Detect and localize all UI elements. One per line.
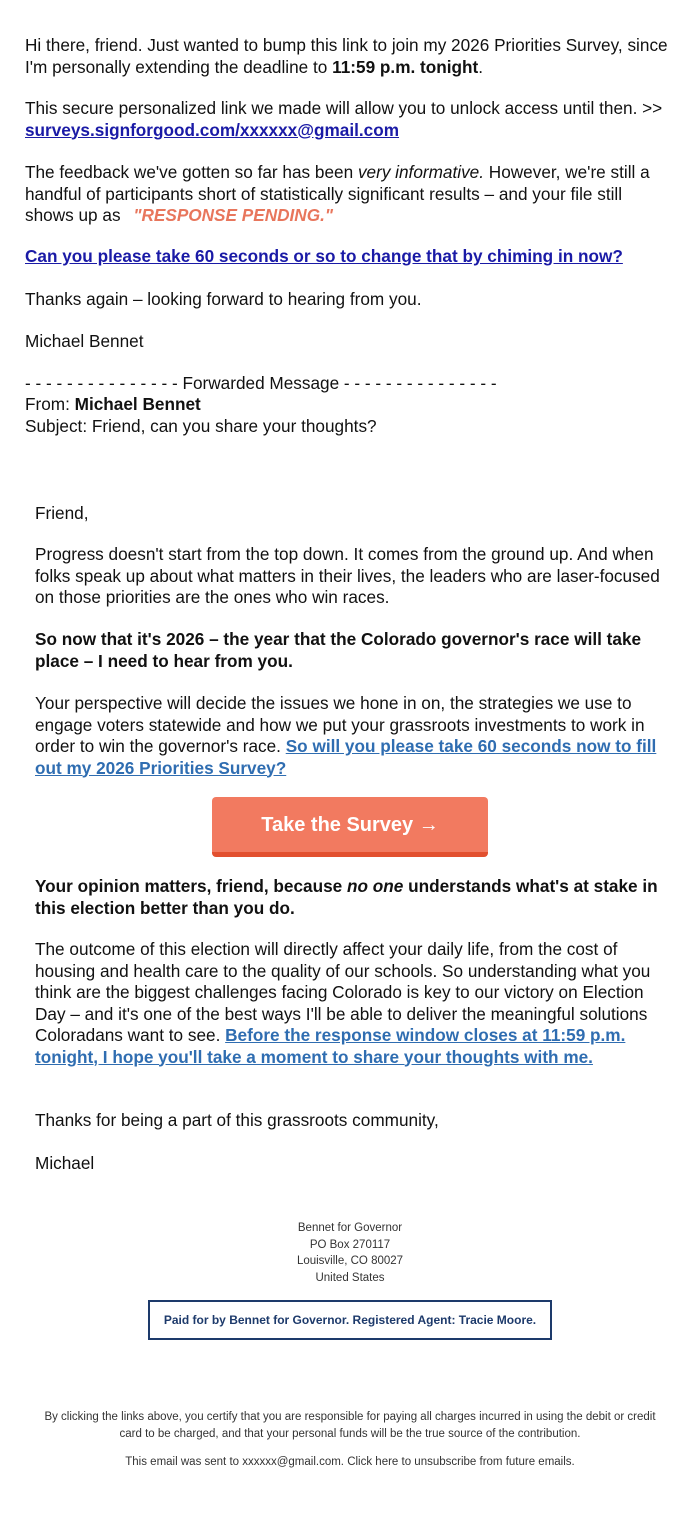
response-pending-label: "RESPONSE PENDING.": [133, 205, 333, 225]
forwarded-divider: - - - - - - - - - - - - - - - Forwarded Message - - - - - - - - - - - - - - -: [25, 373, 497, 393]
from-name: Michael Bennet: [74, 394, 201, 414]
body-paragraph-2: So now that it's 2026 – the year that the Colorado governor's race will take place – I need to hear from you.: [35, 629, 642, 671]
intro-paragraph-3: [25, 162, 675, 227]
footer-address: [0, 1220, 700, 1286]
footer-po-box: PO Box 270117: [309, 1238, 391, 1251]
intro-paragraph-4: [25, 246, 675, 268]
body-paragraph-3: [35, 693, 665, 779]
footer-country: United States: [315, 1271, 385, 1284]
feedback-emphasis: very informative.: [357, 162, 485, 182]
feedback-text: The feedback we've gotten so far has been: [25, 162, 358, 182]
footer-city: Louisville, CO 80027: [296, 1255, 404, 1267]
response-window-link[interactable]: Before the response window closes at 11:59 p.m. tonight, I hope you'll take a moment to share your thoughts with me.: [35, 1025, 626, 1067]
intro-paragraph-2: [25, 98, 675, 141]
intro-signature: Michael Bennet: [25, 331, 144, 351]
body-paragraph-5: [35, 939, 665, 1068]
forwarded-subject: Subject: Friend, can you share your thoughts?: [25, 416, 377, 436]
intro-link-lead: This secure personalized link we made will allow you to unlock access until then. >>: [25, 98, 663, 118]
survey-personal-link[interactable]: surveys.signforgood.com/xxxxxx@gmail.com: [25, 119, 400, 140]
opinion-text: Your opinion matters, friend, because: [35, 876, 347, 896]
body-greeting: Friend,: [35, 503, 89, 523]
body-paragraph-1: Progress doesn't start from the top down. It comes from the ground up. And when folks speak up about what matters in their lives, the leaders who are laser-focused on those priorities are the ones who win races.: [35, 544, 660, 607]
intro-text: Hi there, friend. Just wanted to bump this link to join my 2026 Priorities Survey, since I'm personally extending the deadline to: [25, 35, 668, 77]
forwarded-from: [25, 394, 675, 416]
body-paragraph-4: [35, 876, 665, 919]
feedback-text-2: However, we're still a handful of participants short of statistically significant results – and your file still shows up as: [25, 162, 650, 225]
paid-for-box: Paid for by Bennet for Governor. Registered Agent: Tracie Moore.: [148, 1300, 552, 1340]
priorities-survey-link[interactable]: So will you please take 60 seconds now to fill out my 2026 Priorities Survey?: [35, 736, 657, 778]
legal-disclaimer: By clicking the links above, you certify that you are responsible for paying all charges incurred in using the debit or credit card to be charged, and that your personal funds will be the true source of the contribution.: [44, 1411, 656, 1440]
cta-container: [212, 797, 488, 858]
body-signoff: Michael: [35, 1153, 95, 1173]
body-paragraph-6: Thanks for being a part of this grassroots community,: [35, 1110, 439, 1130]
opinion-emphasis: no one: [346, 876, 404, 896]
deadline-text: 11:59 p.m. tonight: [332, 56, 479, 77]
opinion-text-2: understands what's at stake in this election better than you do.: [35, 876, 658, 918]
intro-thanks: Thanks again – looking forward to hearing from you.: [25, 289, 422, 309]
outcome-text: The outcome of this election will directly affect your daily life, from the cost of housing and health care to the quality of our schools. So understanding what you think are the biggest challenges facing Colorado is key to our victory on Election Day – and it's one of the best ways I'll be able to deliver the meaningful solutions Coloradans want to see.: [35, 939, 651, 1045]
from-label: From:: [25, 394, 75, 414]
chime-in-link[interactable]: Can you please take 60 seconds or so to change that by chiming in now?: [25, 246, 623, 266]
unsubscribe-notice[interactable]: This email was sent to xxxxxx@gmail.com. Click here to unsubscribe from future emails.: [125, 1456, 575, 1468]
perspective-text: Your perspective will decide the issues we hone in on, the strategies we use to engage voters statewide and how we put your grassroots investments to work in order to win the governor's race.: [35, 693, 645, 756]
intro-text-end: .: [478, 56, 484, 77]
intro-paragraph-1: [25, 35, 675, 78]
take-survey-button[interactable]: Take the Survey →: [212, 797, 488, 857]
footer-org: Bennet for Governor: [297, 1222, 403, 1234]
